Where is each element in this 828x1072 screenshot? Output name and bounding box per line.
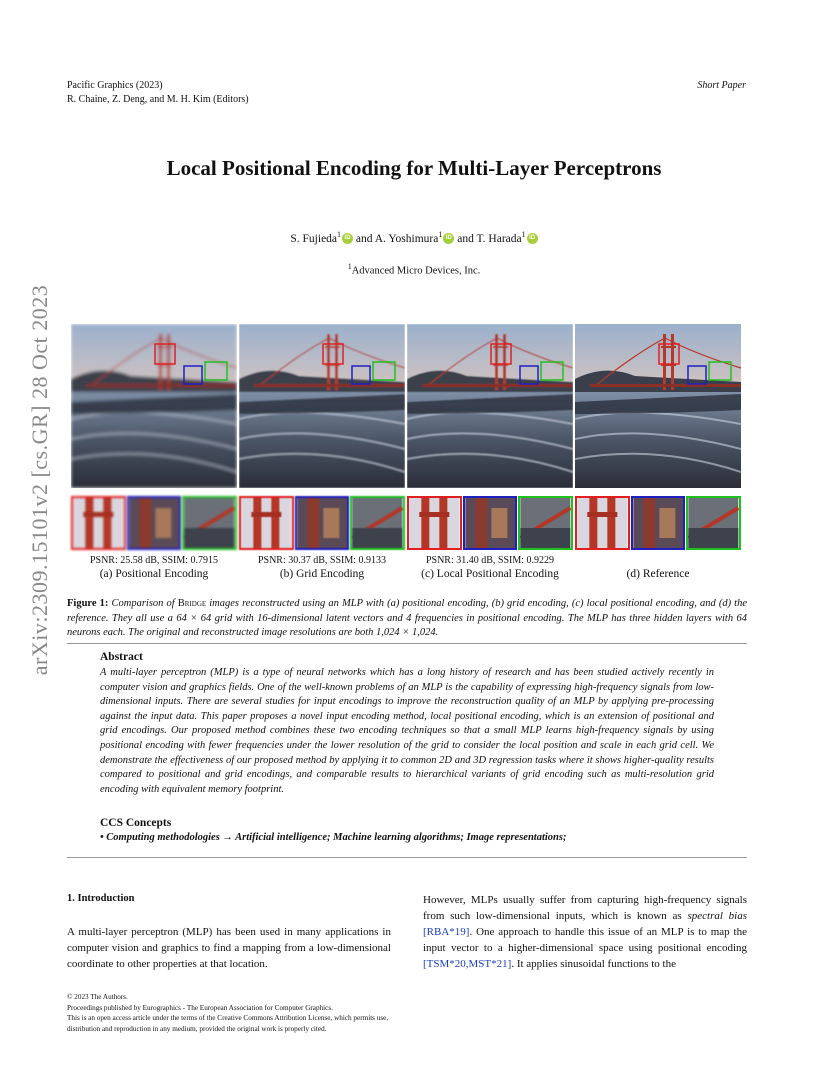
zoom-crop: [350, 496, 405, 550]
figure-zoom-crops: [407, 496, 573, 550]
panel-label: (c) Local Positional Encoding: [421, 568, 559, 580]
figure-zoom-crops: [575, 496, 741, 550]
figure-zoom-crops: [71, 496, 237, 550]
paper-title: Local Positional Encoding for Multi-Layer Perceptrons: [166, 156, 662, 180]
author-3: and T. Harada: [457, 232, 522, 245]
zoom-crop: [631, 496, 686, 550]
figure-panel-image: [575, 324, 741, 488]
section-heading: 1. Introduction: [67, 893, 135, 904]
citation-link[interactable]: [RBA*19]: [423, 926, 470, 938]
orcid-icon[interactable]: iD: [342, 233, 353, 244]
panel-label: (b) Grid Encoding: [279, 568, 365, 580]
orcid-icon[interactable]: iD: [443, 233, 454, 244]
citation-link[interactable]: [TSM*20,MST*21]: [423, 958, 512, 970]
zoom-crop: [71, 496, 126, 550]
intro-col2: However, MLPs usually suffer from capturing high-frequency signals from such low-dimensional inputs, which is known as spectral bias [RBA*19]. One approach to handle this issue of an MLP is to map the input vector to a higher-dimensional space using positional encoding [TSM*20,MST*21]. It applies sinusoidal functions to the: [423, 894, 748, 970]
header-editors: R. Chaine, Z. Deng, and M. H. Kim (Editors): [67, 94, 249, 105]
figure-zoom-crops: [239, 496, 405, 550]
zoom-crop: [407, 496, 462, 550]
section-divider: [67, 857, 747, 858]
figure-panel-image: [239, 324, 405, 488]
zoom-crop: [295, 496, 350, 550]
abstract-heading: Abstract: [100, 651, 143, 663]
author-1: S. Fujieda: [290, 232, 338, 245]
zoom-crop: [686, 496, 741, 550]
affiliation: $^1$Advanced Micro Devices, Inc.: [347, 262, 481, 277]
panel-label: (d) Reference: [626, 568, 690, 580]
panel-label: (a) Positional Encoding: [99, 568, 209, 580]
arxiv-stamp: arXiv:2309.15101v2 [cs.GR] 28 Oct 2023: [27, 284, 52, 676]
section-divider: [67, 643, 747, 644]
author-2: and A. Yoshimura: [355, 232, 439, 245]
panel-metrics: PSNR: 31.40 dB, SSIM: 0.9229: [425, 555, 555, 566]
panel-metrics: PSNR: 25.58 dB, SSIM: 0.7915: [89, 555, 219, 566]
ccs-heading: CCS Concepts: [100, 817, 172, 829]
header-venue: Pacific Graphics (2023): [67, 80, 163, 91]
zoom-crop: [575, 496, 630, 550]
intro-col1: A multi-layer perceptron (MLP) has been used in many applications in computer vision and graphics to find a mapping from a low-dimensional coordinate to other properties at that location.: [67, 926, 391, 970]
zoom-crop: [239, 496, 294, 550]
abstract-text: A multi-layer perceptron (MLP) is a type of neural networks which has a long history of research and has been studied actively recently in computer vision and graphics fields. One of the well-known problems of an MLP is the capability of expressing high-frequency signals from low-dimensional inputs. There are several studies for input encodings to improve the reconstruction quality of an MLP by applying pre-processing against the input data. This paper proposes a novel input encoding method, local positional encoding, which is an extension of positional and grid encodings. Our proposed method combines these two encoding techniques so that a small MLP learns high-frequency signals by using positional encoding with fewer frequencies under the lower resolution of the grid to consider the local position and scale in each grid cell. We demonstrate the effectiveness of our proposed method by applying it to common 2D and 3D regression tasks where it shows higher-quality results compared to positional and grid encodings, and comparable results to hierarchical variants of grid encoding such as multi-resolution grid encoding with equivalent memory footprint.: [100, 667, 714, 795]
zoom-crop: [182, 496, 237, 550]
orcid-icon[interactable]: iD: [527, 233, 538, 244]
figure-caption: Figure 1: Comparison of Bridge images reconstructed using an MLP with (a) positional encoding, (b) grid encoding, (c) local positional encoding, and (d) the reference. They all use a 64 × 64 grid with 16-dimensional latent vectors and 4 frequencies in positional encoding. The MLP has three hidden layers with 64 neurons each. The original and reconstructed image resolutions are both 1,024 × 1,024.: [67, 598, 747, 638]
header-paper-type: Short Paper: [697, 80, 746, 91]
figure-panel-image: [407, 324, 573, 488]
zoom-crop: [518, 496, 573, 550]
footer-notice: © 2023 The Authors. Proceedings published by Eurographics - The European Association for Computer Graphics. This is an open access article under the terms of the Creative Commons Attribution License, which permits use, distribution and reproduction in any medium, provided the original work is properly cited.: [67, 993, 389, 1033]
author-list: S. Fujieda$^1$ iD and A. Yoshimura$^1$ iD and T. Harada$^1$ iD: [0, 230, 828, 245]
panel-metrics: PSNR: 30.37 dB, SSIM: 0.9133: [257, 555, 387, 566]
ccs-text: • Computing methodologies → Artificial intelligence; Machine learning algorithms; Image representations;: [100, 832, 567, 843]
figure-panel-image: [71, 324, 237, 488]
zoom-crop: [127, 496, 182, 550]
zoom-crop: [463, 496, 518, 550]
